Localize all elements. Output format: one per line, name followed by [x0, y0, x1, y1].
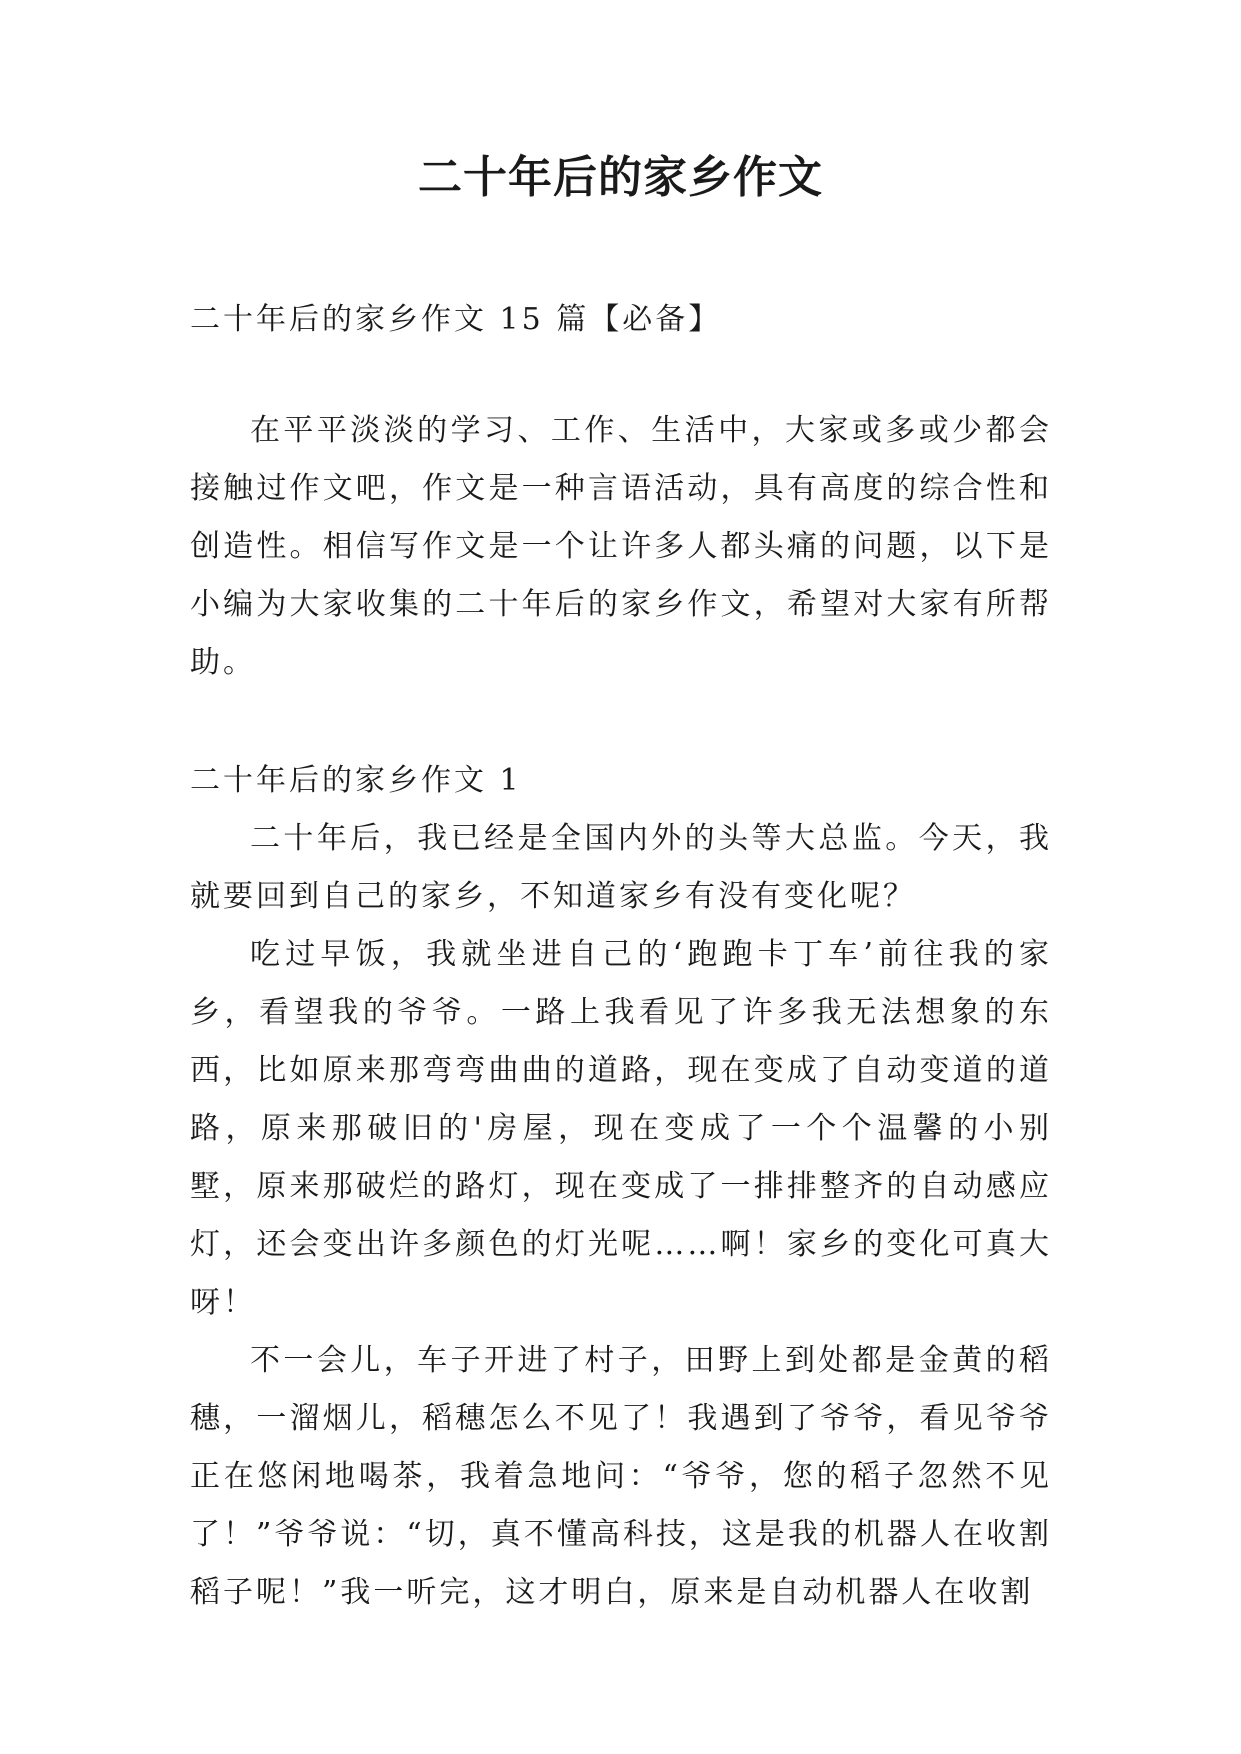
intro-paragraph: 在平平淡淡的学习、工作、生活中，大家或多或少都会接触过作文吧，作文是一种言语活动，具有高度的综合性和创造性。相信写作文是一个让许多人都头痛的问题，以下是小编为大家收集的二十年后的家乡作文，希望对大家有所帮助。: [190, 413, 1052, 680]
document-subtitle: 二十年后的家乡作文 15 篇【必备】: [190, 302, 722, 337]
essay-body: [190, 810, 1052, 1622]
essay-paragraph-1: 二十年后，我已经是全国内外的头等大总监。今天，我就要回到自己的家乡，不知道家乡有没有变化呢？: [190, 821, 1052, 914]
section-heading: 二十年后的家乡作文 1: [190, 763, 522, 798]
essay-paragraph-3: 不一会儿，车子开进了村子，田野上到处都是金黄的稻穗，一溜烟儿，稻穗怎么不见了！我遇到了爷爷，看见爷爷正在悠闲地喝茶，我着急地问：“爷爷，您的稻子忽然不见了！”爷爷说：“切，真不懂高科技，这是我的机器人在收割稻子呢！”我一听完，这才明白，原来是自动机器人在收割: [190, 1343, 1052, 1610]
essay-paragraph-2: 吃过早饭，我就坐进自己的‘跑跑卡丁车’前往我的家乡，看望我的爷爷。一路上我看见了许多我无法想象的东西，比如原来那弯弯曲曲的道路，现在变成了自动变道的道路，原来那破旧的'房屋，现在变成了一个个温馨的小别墅，原来那破烂的路灯，现在变成了一排排整齐的自动感应灯，还会变出许多颜色的灯光呢……啊！家乡的变化可真大呀！: [190, 937, 1052, 1320]
document-title: 二十年后的家乡作文: [418, 152, 823, 203]
intro-paragraph-block: [190, 402, 1052, 692]
